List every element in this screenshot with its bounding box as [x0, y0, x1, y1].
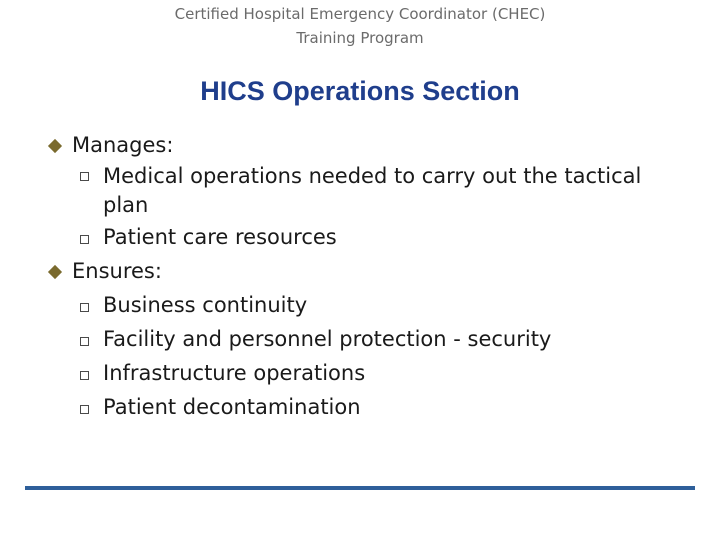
sub-item — [72, 322, 690, 356]
sub-item-text: Business continuity — [103, 293, 308, 317]
sub-item — [72, 356, 690, 390]
header-line-2: Training Program — [296, 29, 424, 47]
sub-list — [72, 162, 690, 254]
sub-item-text: Infrastructure operations — [103, 361, 366, 385]
sub-item-text: Patient care resources — [103, 225, 337, 249]
sub-item-text: Patient decontamination — [103, 395, 361, 419]
square-bullet-icon — [80, 172, 89, 181]
sub-item-text: Medical operations needed to carry out the tactical plan — [103, 164, 642, 217]
sub-item — [72, 162, 690, 220]
bullet-ensures — [50, 254, 690, 424]
square-bullet-icon — [80, 337, 89, 346]
slide-header — [0, 2, 720, 50]
square-bullet-icon — [80, 235, 89, 244]
square-bullet-icon — [80, 371, 89, 380]
bullet-label: Manages: — [72, 133, 174, 157]
sub-item-text: Facility and personnel protection - security — [103, 327, 552, 351]
bullet-label: Ensures: — [72, 259, 162, 283]
sub-list — [72, 288, 690, 424]
slide-body — [50, 128, 690, 424]
header-line-1: Certified Hospital Emergency Coordinator (CHEC) — [174, 5, 546, 23]
sub-item — [72, 288, 690, 322]
bullet-manages — [50, 128, 690, 254]
sub-item — [72, 220, 690, 254]
square-bullet-icon — [80, 303, 89, 312]
diamond-bullet-icon — [48, 265, 62, 279]
bottom-divider — [25, 486, 695, 490]
slide-title: HICS Operations Section — [200, 76, 520, 106]
diamond-bullet-icon — [48, 139, 62, 153]
sub-item — [72, 390, 690, 424]
square-bullet-icon — [80, 405, 89, 414]
